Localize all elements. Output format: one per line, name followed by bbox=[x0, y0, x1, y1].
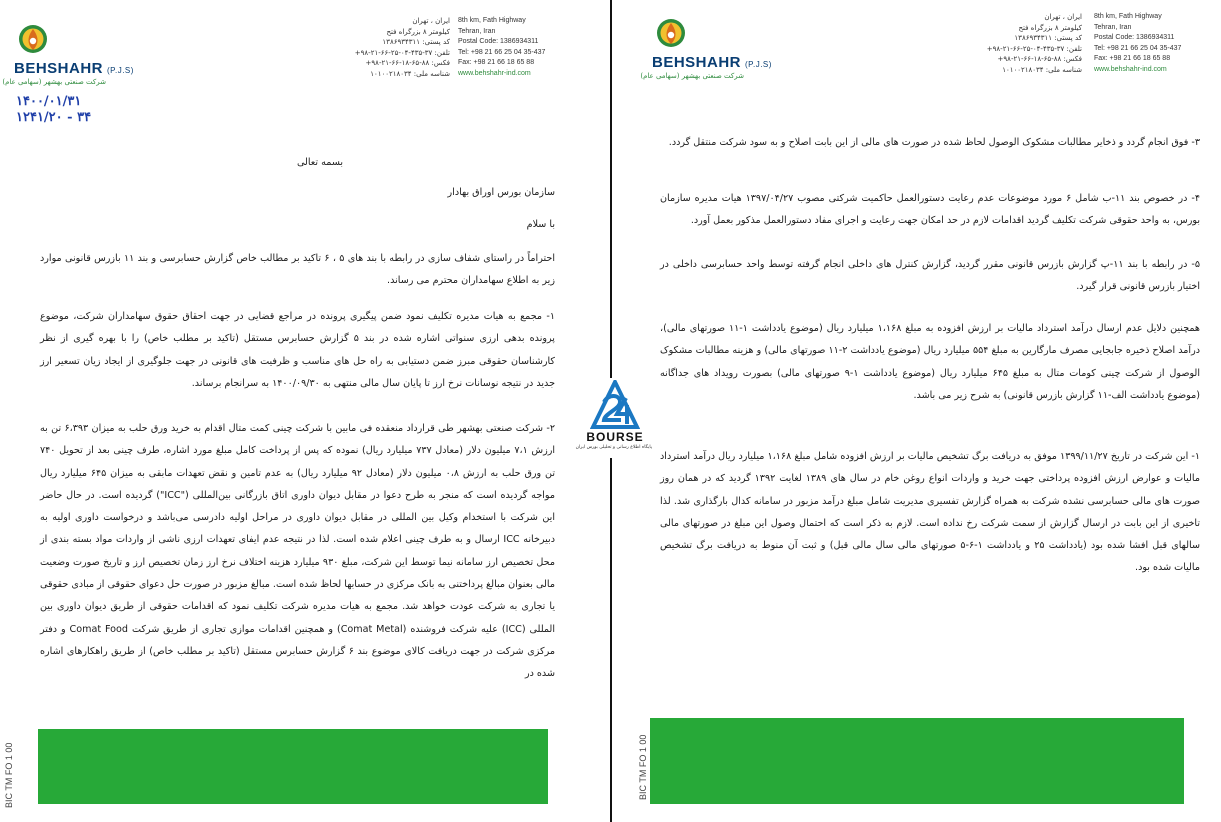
behshahr-emblem-icon bbox=[656, 18, 686, 52]
brand-name: BEHSHAHR (P.J.S) bbox=[14, 60, 134, 77]
bismillah: بسمه تعالی bbox=[296, 157, 344, 168]
address-en: 8th km, Fath Highway Tehran, Iran Postal Code: 1386934311 Tel: +98 21 66 25 04 35-437 Fax: +98 21 66 18 65 88 www.behshahr-ind.com bbox=[1094, 13, 1182, 73]
recipient: سازمان بورس اوراق بهادار bbox=[447, 187, 555, 198]
bourse-logo-icon bbox=[590, 380, 640, 430]
address-en: 8th km, Fath Highway Tehran, Iran Postal Code: 1386934311 Tel: +98 21 66 25 04 35-437 Fax: +98 21 66 18 65 88 www.behshahr-ind.com bbox=[458, 17, 546, 77]
bourse-subtitle: پایگاه اطلاع رسانی و تحلیلی بورس ایران bbox=[575, 445, 652, 450]
intro-paragraph: احتراماً در راستای شفاف سازی در رابطه با بند های ۵ ، ۶ تاکید بر مطالب خاص گزارش حسابرسی و بند ۱۱ بازرس قانونی موارد زیر به اطلاع سهامداران محترم می رساند. bbox=[40, 253, 555, 287]
footer-bar-right bbox=[650, 718, 1184, 804]
company-logo bbox=[640, 18, 782, 88]
company-logo bbox=[2, 24, 144, 94]
handwritten-number: ۱۲۴۱/۲۰ - ۳۴ bbox=[16, 110, 92, 125]
handwritten-reference bbox=[16, 94, 91, 126]
form-code-right: BIC TM FO 1 00 bbox=[638, 734, 648, 800]
item-2-paragraph: ۲- شرکت صنعتی بهشهر طی قرارداد منعقده فی مابین با شرکت چینی کمت متال اقدام به خرید ورق حلب به میزان ۶،۳۹۳ تن به ارزش ۷،۱ میلیون دلار (معادل ۷۳۷ میلیارد ریال) نموده که پس از پرداخت کامل مبلغ مورد اشاره، طرف چینی بعد از تحویل ۷۴۰ تن ورق حلب به ارزش ۰،۸ میلیون دلار (معادل ۹۲ میلیارد ریال) به عدم تامین و نقض تعهدات مابقی به میزان ۶۴۵ میلیارد ریال مواجه گردیده است که منجر به طرح دعوا در مقابل دیوان داوری اتاق بازرگانی بین‌المللی ("ICC") گردیده است. در حال حاضر این شرکت با استخدام وکیل بین المللی در مقابل دیوان داوری در مراحل اولیه دادرسی می‌باشد و درخواست داوری اولیه به دبیرخانه ICC ارسال و به طرف چینی اعلام شده است. لذا در نتیجه عدم ایفای تعهدات ارزی ناشی از واردات مواد بسته بندی از محل تخصیص ارز سامانه نیما توسط این شرکت، مبلغ ۹۳۰ میلیارد هزینه اختلاف نرخ ارز زمان تخصیص ارز و تاریخ صورت وضعیت مالی بعنوان مبالغ پرداختنی به بانک مرکزی در حسابها لحاظ شده است. مبالغ مزبور در صورت حل دعوای حقوقی از مبادی حقوقی یا تجاری به شرکت عودت خواهد شد. مجمع به هیات مدیره شرکت تکلیف نمود که اقدامات حقوقی از طریق دیوان داوری بین المللی (ICC) علیه شرکت فروشنده (Comat Metal) و همچنین اقدامات موازی تجاری از طریق شرکت Comat Food و دفتر مرکزی شرکت در جهت دریافت کالای موضوع بند ۶ گزارش حسابرس مستقل (تاکید بر مطلب خاص) از طریق راهکارهای اشاره شده در bbox=[40, 423, 556, 680]
letter-page-left bbox=[0, 0, 610, 822]
brand-name-fa: شرکت صنعتی بهشهر (سهامی عام) bbox=[640, 72, 744, 80]
footer-bar-left bbox=[38, 729, 548, 804]
brand-name: BEHSHAHR (P.J.S) bbox=[652, 54, 772, 71]
letter-page-right bbox=[612, 0, 1221, 822]
explanation-item-1-paragraph: ۱- این شرکت در تاریخ ۱۳۹۹/۱۱/۲۷ موفق به دریافت برگ تشخیص مالیات بر ارزش افزوده شامل مبلغ ۱،۱۶۸ میلیارد ریال درآمد استرداد مالیات و عوارض ارزش افزوده پرداختی جهت خرید و واردات انواع روغن خام در سال های ۱۳۸۹ لغایت ۱۳۹۲ گردید که در همان روز صورت های مالی حسابرسی نشده شرکت به همراه گزارش تفسیری مدیریت شامل مبلغ درآمد مزبور در سامانه کدال بارگذاری شد. لذا تاخیری از این بابت در ارسال گزارش از سمت شرکت رخ نداده است. لازم به ذکر است که احتمال وصول این مبلغ در صورتهای مالی سالهای قبل افشا شده بود (یادداشت ۲۵ و یادداشت ۱-۶-۵ صورتهای مالی سال مالی قبل) و ثبت آن منوط به دریافت برگ تشخیص مالیات شده بود. bbox=[660, 451, 1200, 574]
item-4-paragraph: ۴- در خصوص بند ۱۱-ب شامل ۶ مورد موضوعات عدم رعایت دستورالعمل حاکمیت شرکتی مصوب ۱۳۹۷/۰۴/۲۷ هیات مدیره سازمان بورس، به واحد حقوقی شرکت تکلیف گردید اقدامات لازم در حد امکان جهت رعایت و اجرای مفاد دستورالعمل مذکور بعمل آورد. bbox=[660, 193, 1200, 227]
greeting: با سلام bbox=[526, 219, 555, 230]
form-code-left: BIC TM FO 1 00 bbox=[4, 742, 14, 808]
behshahr-emblem-icon bbox=[18, 24, 48, 58]
item-5-paragraph: ۵- در رابطه با بند ۱۱-پ گزارش بازرس قانونی مقرر گردید، گزارش کنترل های داخلی انجام گرفته توسط واحد حسابرسی داخلی در اختیار بازرس قانونی قرار گیرد. bbox=[660, 259, 1200, 293]
bourse-watermark bbox=[575, 378, 652, 458]
address-fa: ایران ، تهران کیلومتر ۸ بزرگراه فتح کد پستی: ۱۳۸۶۹۳۴۳۱۱ تلفن: ۳۷-۴۳۵-۰۴-۲۵-۶۶-۲۱-۹۸+ فکس: ۸۸-۶۵-۱۸-۶۶-۲۱-۹۸+ شناسه ملی: ۱۰۱۰۰۲۱۸۰۳۴ bbox=[354, 17, 450, 78]
bourse-label: BOURSE bbox=[586, 430, 644, 444]
brand-name-fa: شرکت صنعتی بهشهر (سهامی عام) bbox=[2, 78, 106, 86]
address-fa: ایران ، تهران کیلومتر ۸ بزرگراه فتح کد پستی: ۱۳۸۶۹۳۴۳۱۱ تلفن: ۳۷-۴۳۵-۰۴-۲۵-۶۶-۲۱-۹۸+ فکس: ۸۸-۶۵-۱۸-۶۶-۲۱-۹۸+ شناسه ملی: ۱۰۱۰۰۲۱۸۰۳۴ bbox=[986, 13, 1082, 74]
explanation-paragraph: همچنین دلایل عدم ارسال درآمد استرداد مالیات بر ارزش افزوده به مبلغ ۱،۱۶۸ میلیارد ریال (موضوع یادداشت ۱-۱۱ صورتهای مالی)، درآمد اصلاح ذخیره جابجایی مصرف مارگارین به مبلغ ۵۵۴ میلیارد ریال (موضوع یادداشت ۲-۱۱ صورتهای مالی) و هزینه مطالبات مشکوک الوصول از شرکت چینی کومات متال به مبلغ ۶۴۵ میلیارد ریال (موضوع یادداشت ۱-۹ صورتهای مالی) بصورت رویداد های جداگانه (موضوع یادداشت الف-۱۱ گزارش بازرس قانونی) به شرح زیر می باشد. bbox=[660, 323, 1201, 401]
item-3-paragraph: ۳- فوق انجام گردد و ذخایر مطالبات مشکوک الوصول لحاظ شده در صورت های مالی از این بابت اصلاح و به سود شرکت منتقل گردد. bbox=[668, 137, 1200, 148]
item-1-paragraph: ۱- مجمع به هیات مدیره تکلیف نمود ضمن پیگیری پرونده در مراجع قضایی در جهت احقاق حقوق سهامداران شرکت، موضوع پرونده بدهی ارزی سنواتی اشاره شده در بند ۵ گزارش حسابرس مستقل (تاکید بر مطلب خاص) را با بهره گیری از نظر کارشناسان حقوقی مبرز ضمن دستیابی به راه حل های مناسب و ظرفیت های قانونی در جهت جلوگیری از ایجاد زیان تسعیر ارز جدید در نتیجه نوسانات نرخ ارز تا پایان سال مالی منتهی به ۱۴۰۰/۰۹/۳۰ به سرانجام برساند. bbox=[40, 311, 555, 389]
handwritten-date: ۱۴۰۰/۰۱/۳۱ bbox=[16, 94, 82, 109]
